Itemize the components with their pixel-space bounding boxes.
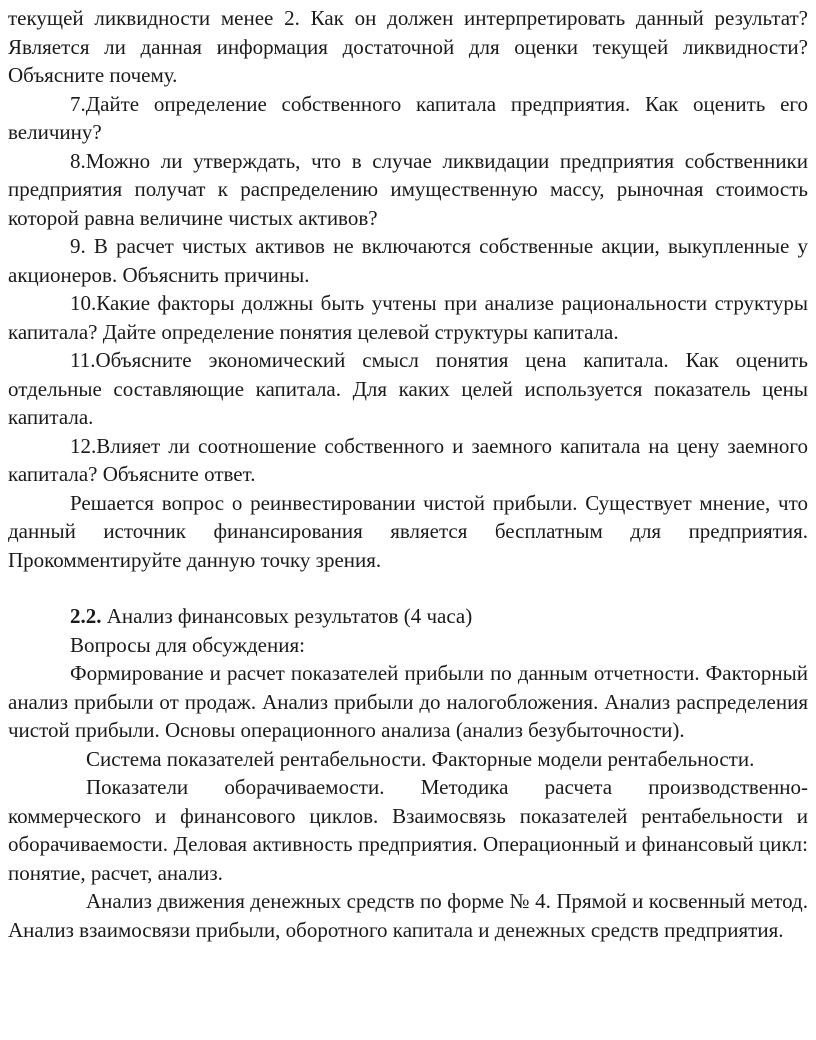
question-reinvestment: Решается вопрос о реинвестировании чистой прибыли. Существует мнение, что данный источник финансирования является бесплатным для предприятия. Прокомментируйте данную точку зрения.: [8, 490, 808, 572]
discussion-turnover: Показатели оборачиваемости. Методика расчета производственно-коммерческого и финансового циклов. Взаимосвязь показателей рентабельности и оборачиваемости. Деловая активность предприятия. Операционный и финансовый цикл: понятие, расчет, анализ.: [8, 775, 808, 885]
question-7: 7.Дайте определение собственного капитала предприятия. Как оценить его величину?: [8, 91, 808, 144]
question-12: 12.Влияет ли соотношение собственного и заемного капитала на цену заемного капитала? Объясните ответ.: [8, 433, 808, 486]
section-heading: [8, 602, 480, 659]
question-8: 8.Можно ли утверждать, что в случае ликвидации предприятия собственники предприятия получат к распределению имущественную массу, рыночная стоимость которой равна величине чистых активов?: [8, 148, 808, 230]
discussion-profitability: Система показателей рентабельности. Факторные модели рентабельности.: [86, 746, 755, 771]
question-11: 11.Объясните экономический смысл понятия цена капитала. Как оценить отдельные составляющие капитала. Для каких целей используется показатель цены капитала.: [8, 348, 808, 429]
document-page: [8, 4, 808, 944]
section-number: 2.2.: [70, 604, 102, 628]
question-10: 10.Какие факторы должны быть учтены при анализе рациональности структуры капитала? Дайте определение понятия целевой структуры капитала.: [8, 291, 808, 344]
question-9: 9. В расчет чистых активов не включаются собственные акции, выкупленные у акционеров. Объяснить причины.: [8, 234, 808, 287]
paragraph-liquidity-question: текущей ликвидности менее 2. Как он должен интерпретировать данный результат? Является ли данная информация достаточной для оценки текущей ликвидности? Объясните почему.: [8, 6, 808, 87]
section-title: Анализ финансовых результатов (4 часа) Вопросы для обсуждения:: [70, 604, 473, 657]
discussion-profit-analysis: Формирование и расчет показателей прибыли по данным отчетности. Факторный анализ прибыли от продаж. Анализ прибыли до налогобложения. Анализ распределения чистой прибыли. Основы операционного анализа (анализ безубыточности).: [8, 661, 808, 742]
spacer: [8, 574, 808, 602]
discussion-cash-flow: Анализ движения денежных средств по форме № 4. Прямой и косвенный метод. Анализ взаимосвязи прибыли, оборотного капитала и денежных средств предприятия.: [8, 889, 808, 942]
